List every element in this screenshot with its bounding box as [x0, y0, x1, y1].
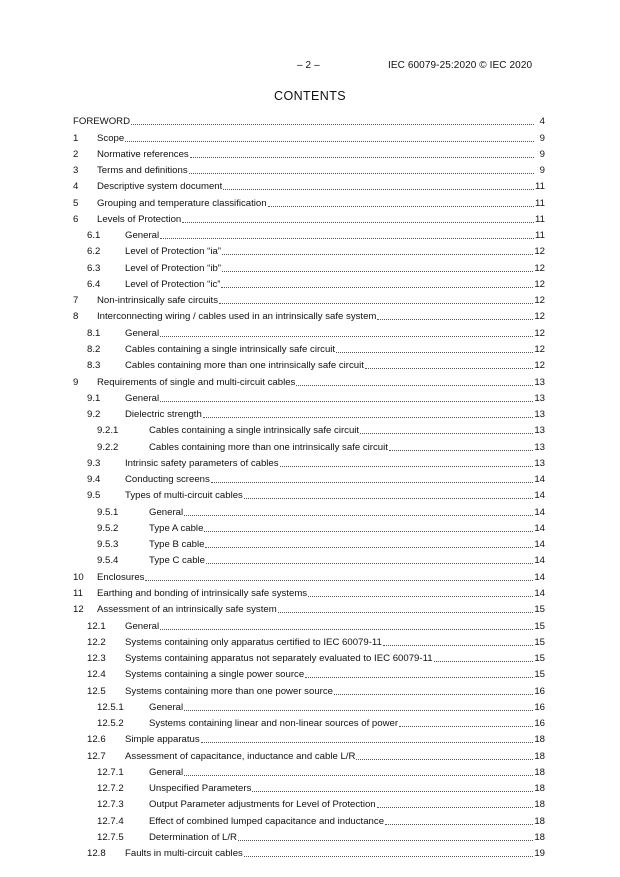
toc-entry-label: Dielectric strength	[125, 409, 202, 421]
toc-entry[interactable]	[73, 275, 545, 291]
toc-entry[interactable]	[73, 372, 545, 388]
toc-entry-page: 14	[534, 490, 545, 502]
toc-entry[interactable]	[73, 551, 545, 567]
toc-entry-number: 12.4	[87, 669, 106, 681]
toc-entry-label: Systems containing only apparatus certified to IEC 60079-11	[125, 636, 382, 648]
toc-entry-page: 12	[534, 278, 545, 290]
toc-entry-label: Assessment of capacitance, inductance and cable L/R	[125, 750, 356, 762]
toc-entry-label: Intrinsic safety parameters of cables	[125, 457, 279, 469]
toc-entry[interactable]	[73, 226, 545, 242]
toc-entry[interactable]	[73, 340, 545, 356]
toc-entry-label: Requirements of single and multi-circuit cables	[97, 376, 296, 388]
toc-entry-number: 5	[73, 197, 79, 209]
toc-dot-leader	[189, 172, 534, 174]
toc-entry-page: 12	[534, 246, 545, 258]
toc-entry-page: 13	[534, 425, 545, 437]
toc-entry-number: 9.4	[87, 474, 101, 486]
toc-entry-label: Systems containing apparatus not separately evaluated to IEC 60079-11	[125, 653, 433, 665]
toc-entry-label: Cables containing more than one intrinsically safe circuit	[149, 441, 388, 453]
toc-entry-number: 9.5.3	[97, 539, 119, 551]
toc-entry-page: 15	[534, 669, 545, 681]
toc-entry-number: 12	[73, 604, 84, 616]
toc-entry-page: 12	[534, 262, 545, 274]
toc-dot-leader	[305, 676, 533, 678]
toc-entry[interactable]	[73, 535, 545, 551]
toc-entry-page: 4	[539, 116, 545, 128]
toc-entry[interactable]	[73, 291, 545, 307]
toc-entry-number: 6.4	[87, 278, 101, 290]
toc-entry[interactable]	[73, 389, 545, 405]
toc-entry-page: 12	[534, 311, 545, 323]
toc-entry-page: 15	[534, 620, 545, 632]
toc-entry-page: 18	[534, 831, 545, 843]
toc-dot-leader	[184, 709, 533, 711]
toc-entry-label: Grouping and temperature classification	[97, 197, 267, 209]
toc-entry-page: 18	[534, 766, 545, 778]
toc-entry-number: 9.2.1	[97, 425, 119, 437]
toc-dot-leader	[219, 302, 533, 304]
table-of-contents	[73, 112, 545, 860]
toc-entry-number: 6.2	[87, 246, 101, 258]
toc-entry-label: General	[125, 230, 160, 242]
toc-entry-page: 14	[534, 522, 545, 534]
toc-dot-leader	[160, 628, 533, 630]
toc-entry-page: 16	[534, 701, 545, 713]
toc-entry-number: 12.2	[87, 636, 106, 648]
toc-entry[interactable]	[73, 161, 545, 177]
toc-entry[interactable]	[73, 763, 545, 779]
toc-dot-leader	[365, 367, 533, 369]
toc-entry-label: Cables containing more than one intrinsically safe circuit	[125, 360, 364, 372]
toc-entry-label: Non-intrinsically safe circuits	[97, 295, 219, 307]
toc-entry[interactable]	[73, 779, 545, 795]
toc-dot-leader	[203, 416, 534, 418]
toc-entry-label: Type B cable	[149, 539, 205, 551]
toc-entry-number: 10	[73, 571, 84, 583]
toc-dot-leader	[160, 400, 533, 402]
toc-dot-leader	[204, 530, 533, 532]
toc-entry-page: 18	[534, 750, 545, 762]
toc-entry-number: 12.7.5	[97, 831, 124, 843]
toc-dot-leader	[252, 790, 533, 792]
toc-entry-number: 12.3	[87, 653, 106, 665]
toc-dot-leader	[336, 351, 533, 353]
toc-entry-page: 13	[534, 376, 545, 388]
toc-dot-leader	[238, 839, 533, 841]
toc-entry-page: 16	[534, 685, 545, 697]
toc-entry-number: 12.5.2	[97, 718, 124, 730]
toc-dot-leader	[356, 758, 533, 760]
toc-entry-page: 14	[534, 571, 545, 583]
toc-entry-label: Level of Protection “ic”	[125, 278, 221, 290]
toc-entry-page: 11	[535, 181, 545, 193]
toc-dot-leader	[268, 205, 534, 207]
toc-dot-leader	[190, 156, 534, 158]
toc-entry-number: 8	[73, 311, 79, 323]
toc-entry-label: Assessment of an intrinsically safe system	[97, 604, 277, 616]
toc-dot-leader	[221, 286, 533, 288]
toc-dot-leader	[184, 514, 533, 516]
toc-entry-label: Terms and definitions	[97, 165, 188, 177]
toc-dot-leader	[244, 497, 534, 499]
toc-entry-page: 18	[534, 799, 545, 811]
toc-entry[interactable]	[73, 193, 545, 209]
toc-entry-page: 11	[535, 230, 545, 242]
toc-entry-label: Unspecified Parameters	[149, 783, 252, 795]
toc-entry-page: 16	[534, 718, 545, 730]
toc-entry[interactable]	[73, 633, 545, 649]
toc-entry-page: 9	[539, 148, 545, 160]
toc-entry-number: 12.5.1	[97, 701, 124, 713]
toc-entry[interactable]	[73, 437, 545, 453]
toc-entry-number: 9.5	[87, 490, 101, 502]
toc-entry-label: Types of multi-circuit cables	[125, 490, 243, 502]
toc-dot-leader	[201, 741, 534, 743]
toc-dot-leader	[360, 432, 533, 434]
toc-entry-label: General	[149, 701, 184, 713]
toc-entry[interactable]	[73, 600, 545, 616]
toc-entry-page: 13	[534, 441, 545, 453]
toc-entry-number: 9.3	[87, 457, 101, 469]
toc-entry-label: General	[125, 327, 160, 339]
toc-dot-leader	[223, 188, 534, 190]
toc-entry[interactable]	[73, 128, 545, 144]
toc-entry[interactable]	[73, 828, 545, 844]
toc-entry[interactable]	[73, 811, 545, 827]
toc-entry-label: Scope	[97, 132, 125, 144]
toc-entry-number: 12.1	[87, 620, 106, 632]
toc-entry-label: Simple apparatus	[125, 734, 200, 746]
toc-entry-number: 2	[73, 148, 79, 160]
toc-dot-leader	[383, 644, 533, 646]
toc-entry-label: General	[149, 506, 184, 518]
toc-entry[interactable]	[73, 698, 545, 714]
toc-entry-label: General	[149, 766, 184, 778]
toc-entry-number: 9.2.2	[97, 441, 119, 453]
toc-entry-label: General	[125, 620, 160, 632]
toc-entry[interactable]	[73, 567, 545, 583]
toc-entry-number: 4	[73, 181, 79, 193]
toc-entry-label: Enclosures	[97, 571, 145, 583]
toc-entry[interactable]	[73, 665, 545, 681]
toc-entry[interactable]	[73, 242, 545, 258]
toc-entry[interactable]	[73, 649, 545, 665]
toc-entry-label: Determination of L/R	[149, 831, 237, 843]
toc-entry[interactable]	[73, 795, 545, 811]
toc-entry[interactable]	[73, 356, 545, 372]
toc-entry-page: 19	[534, 848, 545, 860]
toc-entry-number: 8.2	[87, 343, 101, 355]
toc-dot-leader	[205, 546, 533, 548]
toc-entry-page: 18	[534, 815, 545, 827]
contents-title: CONTENTS	[274, 89, 346, 103]
toc-entry[interactable]	[73, 177, 545, 193]
toc-dot-leader	[280, 465, 534, 467]
toc-entry-label: Effect of combined lumped capacitance and inductance	[149, 815, 385, 827]
toc-dot-leader	[222, 253, 533, 255]
toc-entry-number: 9.5.2	[97, 522, 119, 534]
toc-entry-number: 9.1	[87, 392, 101, 404]
toc-entry-number: 12.8	[87, 848, 106, 860]
toc-entry-number: 9	[73, 376, 79, 388]
toc-entry-label: Normative references	[97, 148, 189, 160]
toc-entry-label: Level of Protection “ib”	[125, 262, 221, 274]
toc-entry[interactable]	[73, 746, 545, 762]
toc-entry-number: 12.7.3	[97, 799, 124, 811]
toc-entry-number: 6	[73, 213, 79, 225]
toc-entry-page: 12	[534, 295, 545, 307]
toc-entry-page: 12	[534, 360, 545, 372]
toc-dot-leader	[184, 774, 533, 776]
toc-dot-leader	[278, 611, 534, 613]
toc-entry-label: Level of Protection “ia”	[125, 246, 221, 258]
toc-dot-leader	[389, 449, 533, 451]
toc-entry-number: 8.1	[87, 327, 101, 339]
toc-entry-label: Output Parameter adjustments for Level of Protection	[149, 799, 376, 811]
toc-entry-page: 11	[535, 197, 545, 209]
toc-entry[interactable]	[73, 486, 545, 502]
toc-entry[interactable]	[73, 502, 545, 518]
toc-entry-page: 14	[534, 506, 545, 518]
toc-entry-label: General	[125, 392, 160, 404]
toc-entry-number: 8.3	[87, 360, 101, 372]
toc-entry-page: 11	[535, 213, 545, 225]
toc-dot-leader	[125, 140, 534, 142]
toc-dot-leader	[131, 123, 534, 125]
toc-entry[interactable]	[73, 519, 545, 535]
toc-dot-leader	[334, 693, 533, 695]
toc-dot-leader	[222, 270, 533, 272]
toc-entry[interactable]	[73, 844, 545, 860]
toc-entry[interactable]	[73, 258, 545, 274]
toc-dot-leader	[296, 384, 533, 386]
toc-entry-page: 9	[539, 132, 545, 144]
toc-entry-page: 9	[539, 165, 545, 177]
toc-entry-label: Systems containing more than one power source	[125, 685, 333, 697]
page-number: – 2 –	[297, 60, 320, 71]
toc-entry[interactable]	[73, 307, 545, 323]
toc-entry-label: Descriptive system document	[97, 181, 223, 193]
toc-entry-label: FOREWORD	[73, 116, 131, 128]
toc-entry-page: 12	[534, 343, 545, 355]
toc-entry[interactable]	[73, 681, 545, 697]
toc-entry-page: 18	[534, 783, 545, 795]
toc-entry[interactable]	[73, 584, 545, 600]
toc-dot-leader	[244, 855, 534, 857]
toc-dot-leader	[182, 221, 534, 223]
toc-dot-leader	[385, 823, 533, 825]
toc-dot-leader	[434, 660, 534, 662]
toc-entry-label: Levels of Protection	[97, 213, 182, 225]
toc-entry-page: 15	[534, 653, 545, 665]
standard-reference: IEC 60079-25:2020 © IEC 2020	[388, 60, 533, 71]
toc-dot-leader	[160, 335, 533, 337]
toc-entry-label: Earthing and bonding of intrinsically safe systems	[97, 587, 308, 599]
toc-entry-number: 9.2	[87, 409, 101, 421]
toc-entry[interactable]	[73, 714, 545, 730]
toc-entry-number: 12.7	[87, 750, 106, 762]
toc-entry[interactable]	[73, 145, 545, 161]
toc-entry-number: 9.5.4	[97, 555, 119, 567]
toc-entry-page: 13	[534, 409, 545, 421]
toc-entry-page: 12	[534, 327, 545, 339]
toc-entry-number: 1	[73, 132, 79, 144]
toc-entry-number: 7	[73, 295, 79, 307]
toc-dot-leader	[145, 579, 533, 581]
toc-dot-leader	[211, 481, 534, 483]
toc-entry-page: 13	[534, 457, 545, 469]
toc-dot-leader	[160, 237, 534, 239]
toc-dot-leader	[206, 562, 533, 564]
toc-entry-page: 14	[534, 587, 545, 599]
toc-entry-page: 14	[534, 539, 545, 551]
toc-entry-number: 3	[73, 165, 79, 177]
toc-entry-page: 14	[534, 555, 545, 567]
toc-entry-number: 9.5.1	[97, 506, 119, 518]
toc-entry-label: Cables containing a single intrinsically safe circuit	[125, 343, 336, 355]
toc-entry-page: 18	[534, 734, 545, 746]
toc-entry-label: Conducting screens	[125, 474, 210, 486]
toc-entry-label: Faults in multi-circuit cables	[125, 848, 243, 860]
toc-entry-page: 13	[534, 392, 545, 404]
toc-entry[interactable]	[73, 421, 545, 437]
toc-entry[interactable]	[73, 454, 545, 470]
toc-entry[interactable]	[73, 405, 545, 421]
toc-entry[interactable]	[73, 616, 545, 632]
toc-dot-leader	[399, 725, 533, 727]
toc-entry-number: 12.7.2	[97, 783, 124, 795]
toc-entry-page: 14	[534, 474, 545, 486]
toc-entry-page: 15	[534, 636, 545, 648]
toc-dot-leader	[377, 318, 533, 320]
toc-entry-number: 12.6	[87, 734, 106, 746]
toc-entry-label: Type A cable	[149, 522, 204, 534]
toc-entry-number: 11	[73, 587, 83, 599]
toc-entry-label: Systems containing linear and non-linear sources of power	[149, 718, 399, 730]
toc-dot-leader	[377, 806, 534, 808]
toc-entry[interactable]	[73, 210, 545, 226]
toc-dot-leader	[308, 595, 533, 597]
toc-entry-label: Type C cable	[149, 555, 205, 567]
toc-entry-label: Systems containing a single power source	[125, 669, 305, 681]
toc-entry[interactable]	[73, 323, 545, 339]
toc-entry-label: Cables containing a single intrinsically safe circuit	[149, 425, 360, 437]
toc-entry-number: 12.7.4	[97, 815, 124, 827]
toc-entry-page: 15	[534, 604, 545, 616]
toc-entry[interactable]	[73, 470, 545, 486]
toc-entry-label: Interconnecting wiring / cables used in an intrinsically safe system	[97, 311, 377, 323]
toc-entry-number: 6.3	[87, 262, 101, 274]
toc-entry[interactable]	[73, 112, 545, 128]
toc-entry-number: 12.7.1	[97, 766, 124, 778]
toc-entry-number: 12.5	[87, 685, 106, 697]
toc-entry[interactable]	[73, 730, 545, 746]
toc-entry-number: 6.1	[87, 230, 101, 242]
